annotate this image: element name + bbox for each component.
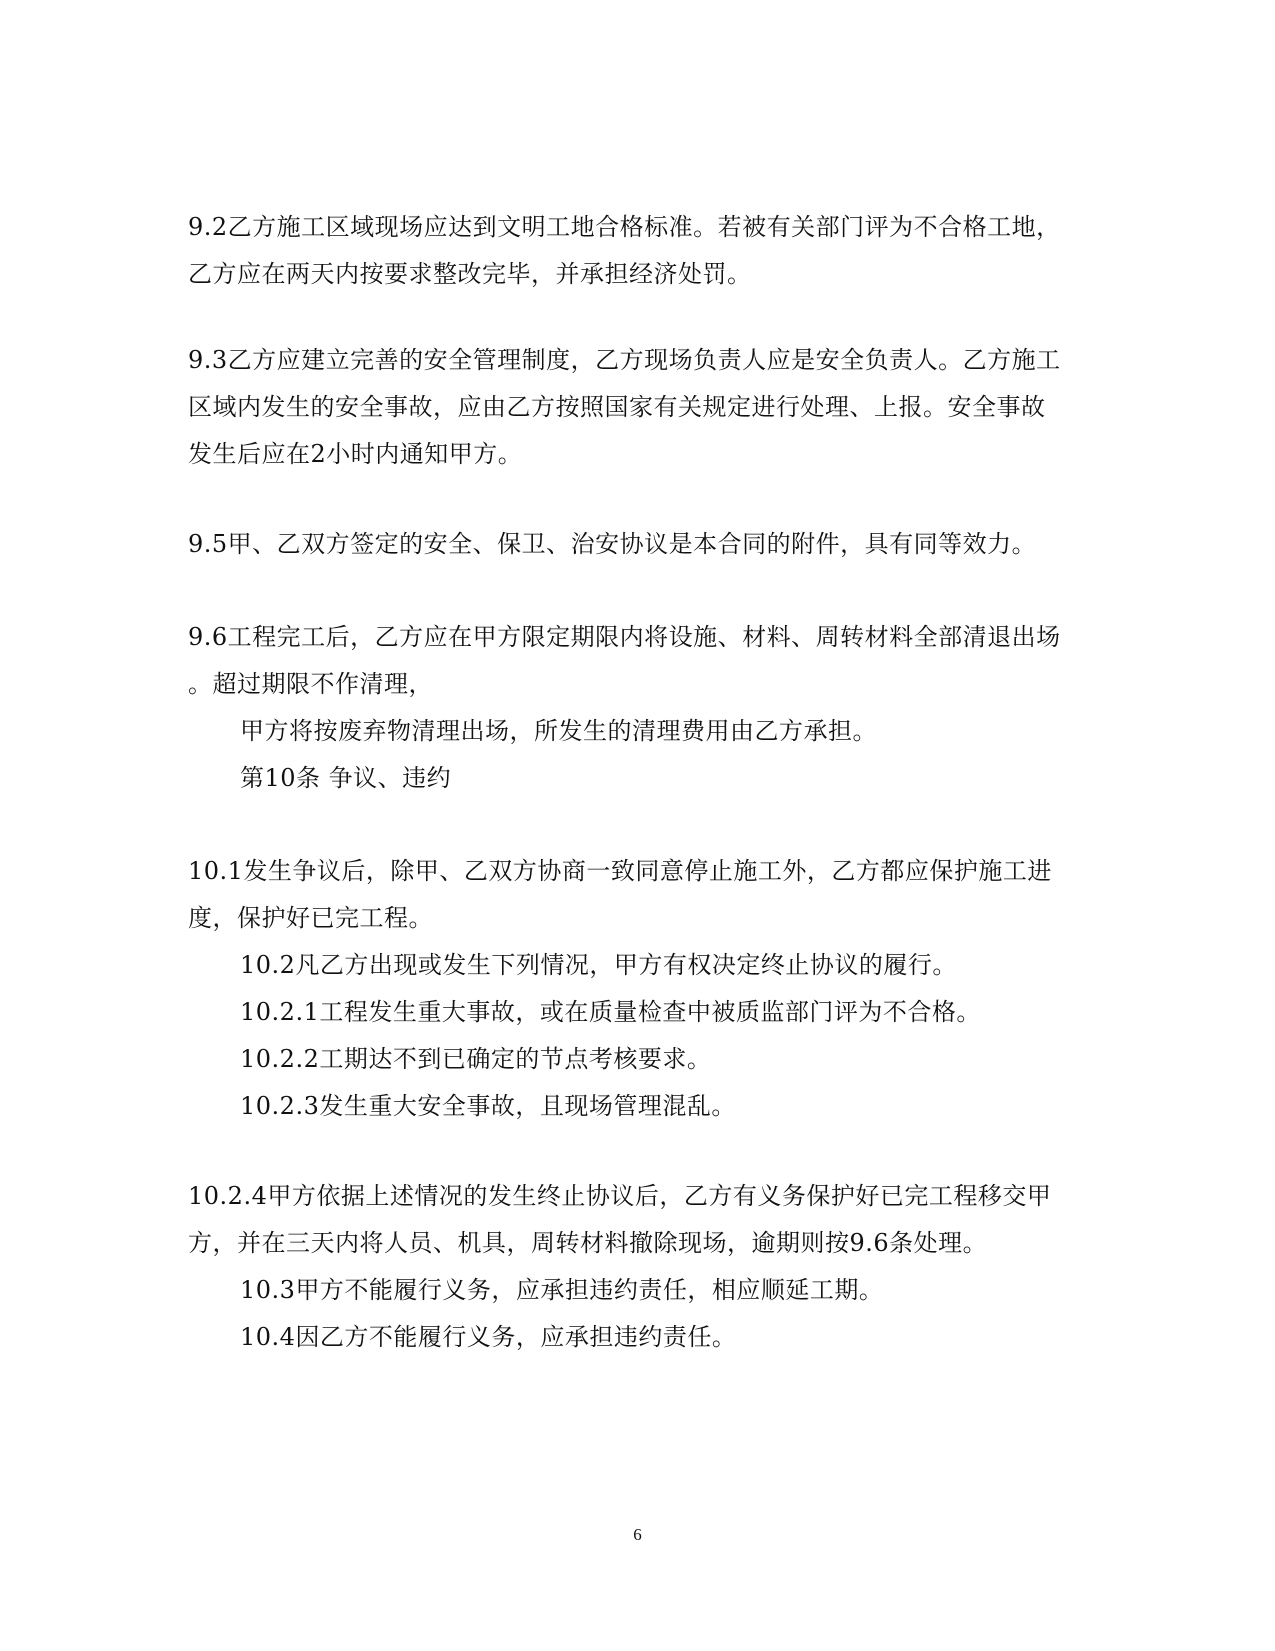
clause-9-2-line-1: 9.2乙方施工区域现场应达到文明工地合格标准。若被有关部门评为不合格工地， — [188, 213, 1061, 241]
clause-9-3-line-3: 发生后应在2小时内通知甲方。 — [188, 440, 523, 468]
article-10-heading: 第10条 争议、违约 — [240, 764, 452, 792]
clause-10-1-line-2: 度，保护好已完工程。 — [188, 904, 433, 932]
clause-10-2-3: 10.2.3发生重大安全事故，且现场管理混乱。 — [240, 1092, 736, 1120]
clause-9-5-line-1: 9.5甲、乙双方签定的安全、保卫、治安协议是本合同的附件，具有同等效力。 — [188, 530, 1037, 558]
page-number: 6 — [633, 1525, 642, 1544]
clause-9-6-line-2: 。超过期限不作清理， — [188, 670, 433, 698]
clause-9-2-line-2: 乙方应在两天内按要求整改完毕，并承担经济处罚。 — [188, 260, 752, 288]
clause-9-6-line-3: 甲方将按废弃物清理出场，所发生的清理费用由乙方承担。 — [240, 717, 877, 745]
clause-10-2-2: 10.2.2工期达不到已确定的节点考核要求。 — [240, 1045, 712, 1073]
clause-9-3-line-2: 区域内发生的安全事故，应由乙方按照国家有关规定进行处理、上报。安全事故 — [188, 393, 1046, 421]
clause-10-2-4-line-1: 10.2.4甲方依据上述情况的发生终止协议后，乙方有义务保护好已完工程移交甲 — [188, 1182, 1052, 1210]
clause-10-3: 10.3甲方不能履行义务，应承担违约责任，相应顺延工期。 — [240, 1276, 884, 1304]
clause-10-1-line-1: 10.1发生争议后，除甲、乙双方协商一致同意停止施工外，乙方都应保护施工进 — [188, 857, 1052, 885]
clause-9-3-line-1: 9.3乙方应建立完善的安全管理制度，乙方现场负责人应是安全负责人。乙方施工 — [188, 346, 1061, 374]
clause-10-2: 10.2凡乙方出现或发生下列情况，甲方有权决定终止协议的履行。 — [240, 951, 957, 979]
clause-9-6-line-1: 9.6工程完工后，乙方应在甲方限定期限内将设施、材料、周转材料全部清退出场 — [188, 623, 1061, 651]
clause-10-2-4-line-2: 方，并在三天内将人员、机具，周转材料撤除现场，逾期则按9.6条处理。 — [188, 1229, 988, 1257]
clause-10-4: 10.4因乙方不能履行义务，应承担违约责任。 — [240, 1323, 737, 1351]
clause-10-2-1: 10.2.1工程发生重大事故，或在质量检查中被质监部门评为不合格。 — [240, 998, 981, 1026]
